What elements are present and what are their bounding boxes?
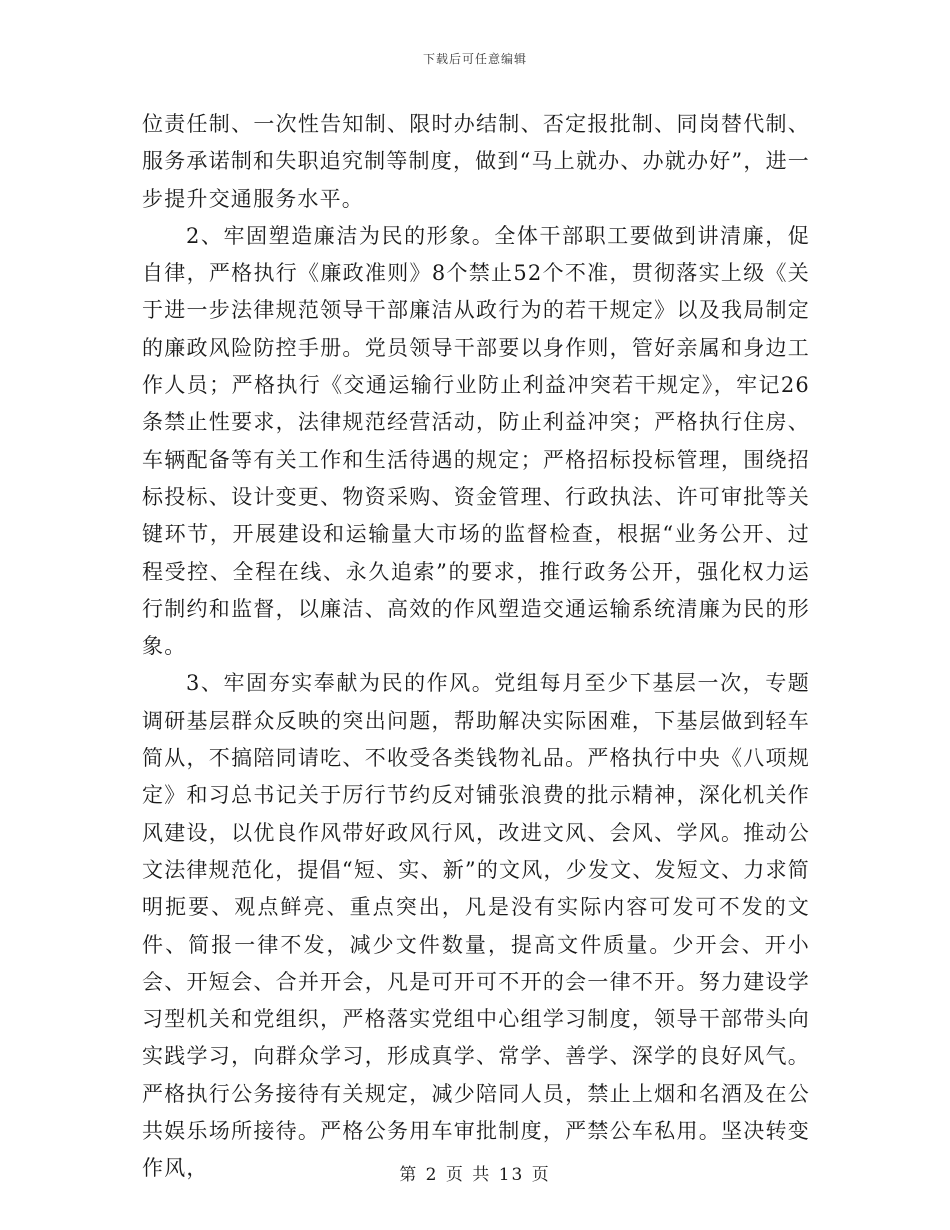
paragraph-integrity-image: 2、牢固塑造廉洁为民的形象。全体干部职工要做到讲清廉，促自律，严格执行《廉政准则》8个禁止52个不准，贯彻落实上级《关于进一步法律规范领导干部廉洁从政行为的若干规定》以及我局制定的廉政风险防控手册。党员领导干部要以身作则，管好亲属和身边工作人员；严格执行《交通运输行业防止利益冲突若干规定》，牢记26条禁止性要求，法律规范经营活动，防止利益冲突；严格执行住房、车辆配备等有关工作和生活待遇的规定；严格招标投标管理，围绕招标投标、设计变更、物资采购、资金管理、行政执法、许可审批等关键环节，开展建设和运输量大市场的监督检查，根据“业务公开、过程受控、全程在线、永久追索”的要求，推行政务公开，强化权力运行制约和监督，以廉洁、高效的作风塑造交通运输系统清廉为民的形象。 [142, 223, 810, 659]
page-header: 下载后可任意编辑 [422, 52, 527, 66]
document-body [142, 106, 810, 1188]
paragraph-work-style: 3、牢固夯实奉献为民的作风。党组每月至少下基层一次，专题调研基层群众反映的突出问题，帮助解决实际困难，下基层做到轻车简从，不搞陪同请吃、不收受各类钱物礼品。严格执行中央《八项规定》和习总书记关于厉行节约反对铺张浪费的批示精神，深化机关作风建设，以优良作风带好政风行风，改进文风、会风、学风。推动公文法律规范化，提倡“短、实、新”的文风，少发文、发短文、力求简明扼要、观点鲜亮、重点突出，凡是没有实际内容可发可不发的文件、简报一律不发，减少文件数量，提高文件质量。少开会、开小会、开短会、合并开会，凡是可开可不开的会一律不开。努力建设学习型机关和党组织，严格落实党组中心组学习制度，领导干部带头向实践学习，向群众学习，形成真学、常学、善学、深学的良好风气。严格执行公务接待有关规定，减少陪同人员，禁止上烟和名酒及在公共娱乐场所接待。严格公务用车审批制度，严禁公车私用。坚决转变作风， [142, 671, 810, 1181]
paragraph-continuation: 位责任制、一次性告知制、限时办结制、否定报批制、同岗替代制、服务承诺制和失职追究制等制度，做到“马上就办、办就办好”，进一步提升交通服务水平。 [142, 112, 810, 211]
page-number: 第 2 页 共 13 页 [399, 1165, 551, 1185]
